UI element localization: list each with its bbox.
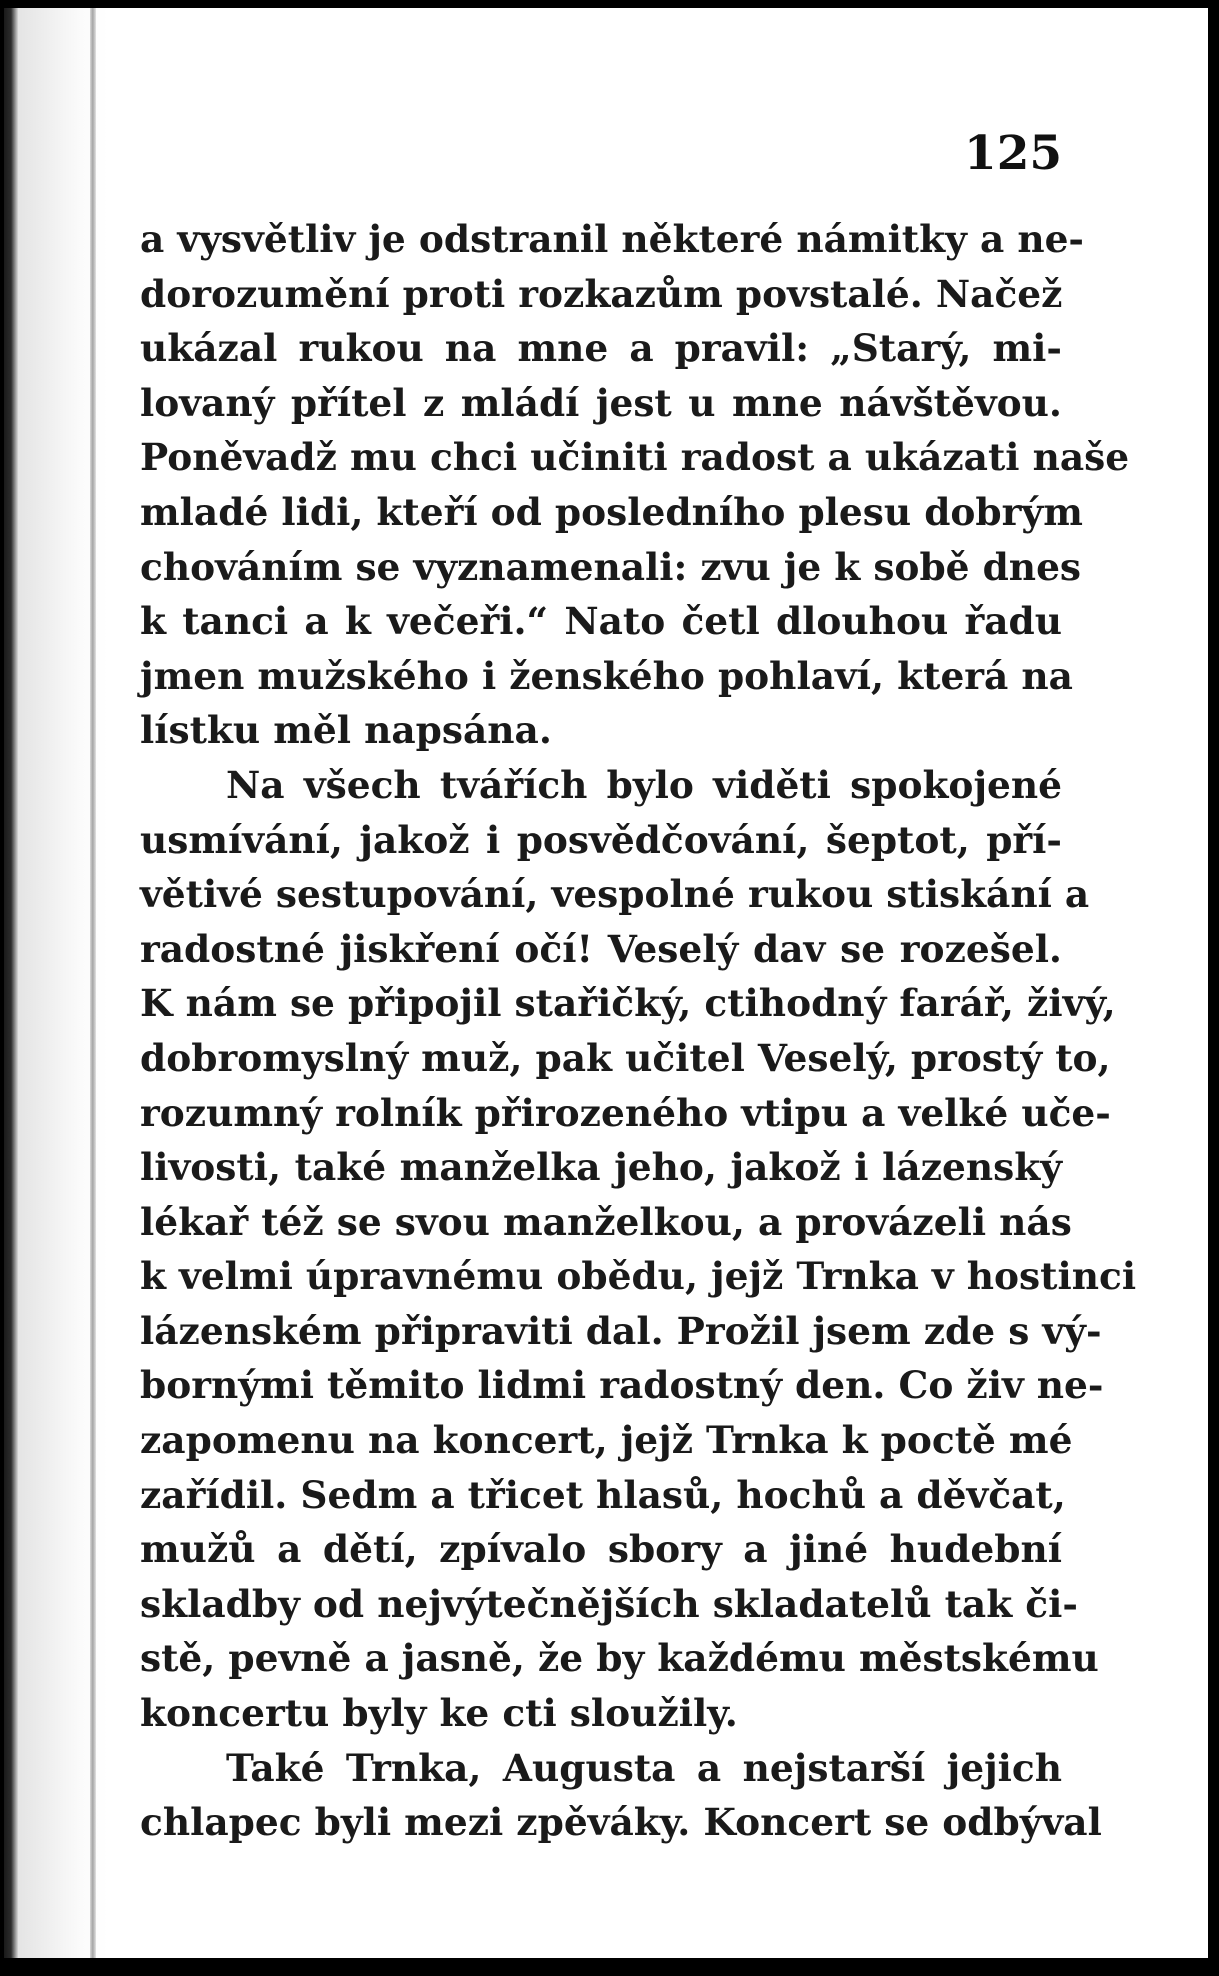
text-line: větivé sestupování, vespolné rukou stiskání a	[140, 872, 1090, 917]
text-line: zapomenu na koncert, jejž Trnka k poctě mé	[140, 1418, 1073, 1463]
text-line: ukázal rukou na mne a pravil: „Starý, mi-	[140, 326, 1062, 371]
text-line: Poněvadž mu chci učiniti radost a ukázati naše	[140, 435, 1130, 480]
text-line: chováním se vyznamenali: zvu je k sobě dnes	[140, 544, 1082, 589]
page-binding-edge	[4, 8, 18, 1958]
text-line: a vysvětliv je odstranil některé námitky a ne-	[140, 217, 1085, 261]
text-line: mužů a dětí, zpívalo sbory a jiné hudební	[140, 1527, 1062, 1572]
book-page	[4, 8, 1208, 1958]
text-line: koncertu byly ke cti sloužily.	[140, 1691, 738, 1736]
text-line: bornými těmito lidmi radostný den. Co živ ne-	[140, 1363, 1104, 1408]
text-line: Na všech tvářích bylo viděti spokojené	[226, 762, 1062, 807]
text-line: lékař též se svou manželkou, a provázeli nás	[140, 1199, 1072, 1244]
text-line: rozumný rolník přirozeného vtipu a velké uče-	[140, 1090, 1111, 1135]
text-line: lovaný přítel z mládí jest u mne návštěvou.	[140, 380, 1062, 425]
text-line: radostné jiskření očí! Veselý dav se rozešel.	[140, 926, 1062, 971]
text-line: k tanci a k večeři.“ Nato četl dlouhou řadu	[140, 599, 1062, 644]
body-text	[140, 212, 1137, 1850]
page-number: 125	[964, 126, 1063, 181]
text-line: chlapec byli mezi zpěváky. Koncert se odbýval	[140, 1800, 1102, 1845]
text-line: lístku měl napsána.	[140, 708, 552, 753]
text-line: K nám se připojil stařičký, ctihodný farář, živý,	[140, 981, 1116, 1026]
text-line: dobromyslný muž, pak učitel Veselý, prostý to,	[140, 1035, 1111, 1080]
text-line: zařídil. Sedm a třicet hlasů, hochů a děvčat,	[140, 1472, 1066, 1517]
text-line: livosti, také manželka jeho, jakož i lázenský	[140, 1145, 1062, 1190]
gutter-line	[90, 8, 96, 1958]
text-line: dorozumění proti rozkazům povstalé. Načež	[140, 271, 1063, 316]
text-line: usmívání, jakož i posvědčování, šeptot, pří-	[140, 817, 1062, 862]
text-line: mladé lidi, kteří od posledního plesu dobrým	[140, 489, 1083, 534]
text-line: skladby od nejvýtečnějších skladatelů tak či-	[140, 1581, 1078, 1626]
text-line: stě, pevně a jasně, že by každému městskému	[140, 1636, 1099, 1681]
text-line: jmen mužského i ženského pohlaví, která na	[140, 653, 1073, 698]
text-line: lázenském připraviti dal. Prožil jsem zde s vý-	[140, 1308, 1102, 1353]
text-line: Také Trnka, Augusta a nejstarší jejich	[226, 1745, 1062, 1790]
text-line: k velmi úpravnému obědu, jejž Trnka v hostinci	[140, 1254, 1137, 1299]
